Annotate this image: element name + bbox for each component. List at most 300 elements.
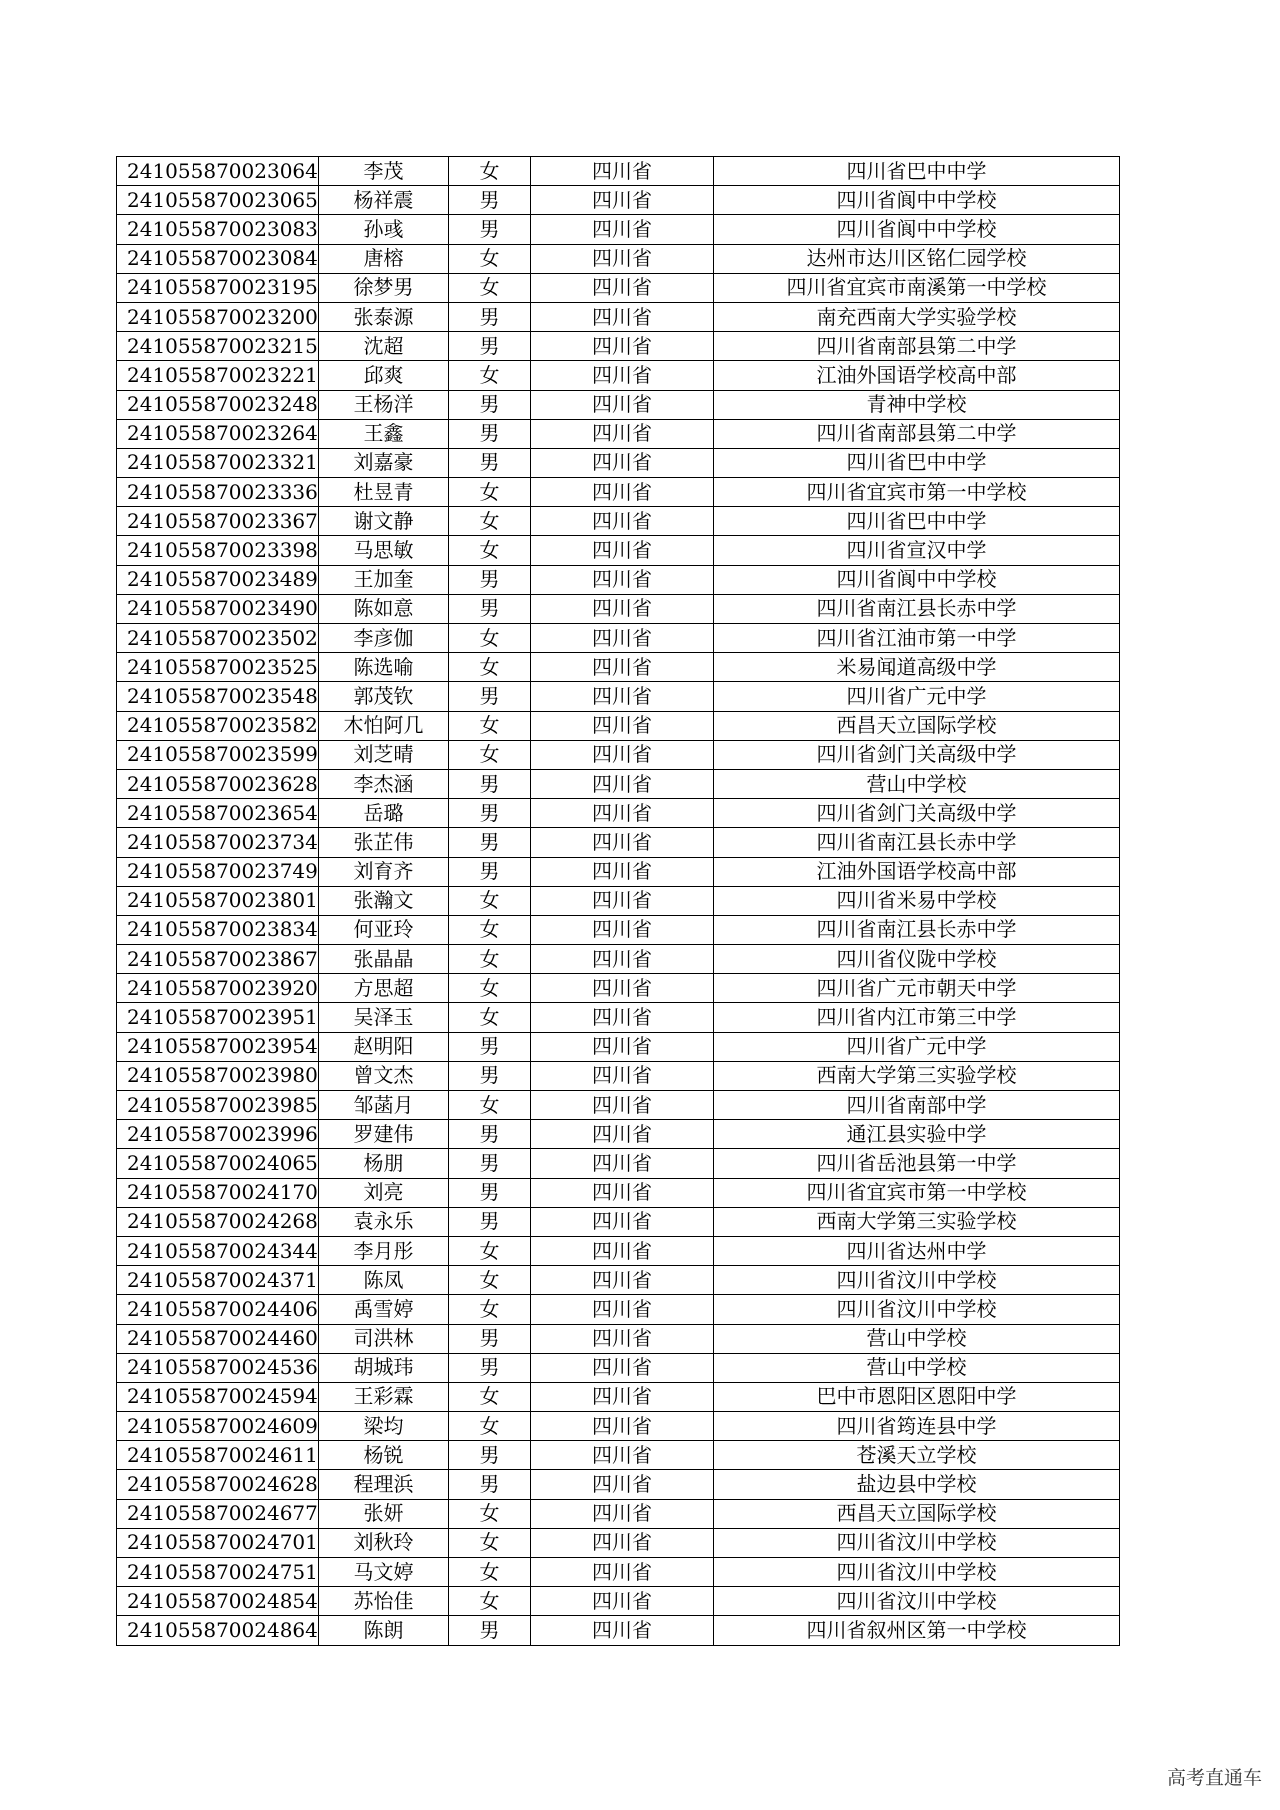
table-row xyxy=(117,799,1120,828)
exam-id-cell: 241055870023248 xyxy=(117,390,319,419)
province-cell: 四川省 xyxy=(531,974,714,1003)
exam-id-cell: 241055870023084 xyxy=(117,244,319,273)
exam-id-cell: 241055870023336 xyxy=(117,478,319,507)
table-row xyxy=(117,624,1120,653)
gender-cell: 女 xyxy=(449,507,531,536)
table-row xyxy=(117,857,1120,886)
table-row xyxy=(117,915,1120,944)
name-cell: 刘育齐 xyxy=(319,857,449,886)
name-cell: 陈如意 xyxy=(319,594,449,623)
province-cell: 四川省 xyxy=(531,1236,714,1265)
province-cell: 四川省 xyxy=(531,711,714,740)
gender-cell: 男 xyxy=(449,1120,531,1149)
gender-cell: 女 xyxy=(449,1382,531,1411)
province-cell: 四川省 xyxy=(531,1295,714,1324)
school-cell: 四川省南部县第二中学 xyxy=(714,419,1120,448)
gender-cell: 女 xyxy=(449,1295,531,1324)
table-row xyxy=(117,536,1120,565)
table-row xyxy=(117,828,1120,857)
gender-cell: 男 xyxy=(449,1149,531,1178)
province-cell: 四川省 xyxy=(531,915,714,944)
school-cell: 江油外国语学校高中部 xyxy=(714,857,1120,886)
gender-cell: 男 xyxy=(449,1032,531,1061)
gender-cell: 男 xyxy=(449,390,531,419)
province-cell: 四川省 xyxy=(531,1178,714,1207)
province-cell: 四川省 xyxy=(531,507,714,536)
gender-cell: 男 xyxy=(449,215,531,244)
school-cell: 营山中学校 xyxy=(714,1353,1120,1382)
school-cell: 四川省宜宾市第一中学校 xyxy=(714,478,1120,507)
roster-table xyxy=(116,156,1120,1646)
table-row xyxy=(117,769,1120,798)
name-cell: 刘亮 xyxy=(319,1178,449,1207)
school-cell: 苍溪天立学校 xyxy=(714,1441,1120,1470)
table-row xyxy=(117,740,1120,769)
gender-cell: 男 xyxy=(449,828,531,857)
school-cell: 四川省南部县第二中学 xyxy=(714,332,1120,361)
school-cell: 四川省汶川中学校 xyxy=(714,1528,1120,1557)
gender-cell: 男 xyxy=(449,1470,531,1499)
table-row xyxy=(117,478,1120,507)
exam-id-cell: 241055870024864 xyxy=(117,1616,319,1645)
name-cell: 杨朋 xyxy=(319,1149,449,1178)
table-row xyxy=(117,711,1120,740)
exam-id-cell: 241055870023083 xyxy=(117,215,319,244)
name-cell: 陈凤 xyxy=(319,1266,449,1295)
exam-id-cell: 241055870023064 xyxy=(117,157,319,186)
school-cell: 四川省广元中学 xyxy=(714,682,1120,711)
table-row xyxy=(117,1091,1120,1120)
gender-cell: 女 xyxy=(449,711,531,740)
exam-id-cell: 241055870024594 xyxy=(117,1382,319,1411)
name-cell: 谢文静 xyxy=(319,507,449,536)
school-cell: 四川省叙州区第一中学校 xyxy=(714,1616,1120,1645)
province-cell: 四川省 xyxy=(531,1528,714,1557)
exam-id-cell: 241055870024344 xyxy=(117,1236,319,1265)
gender-cell: 女 xyxy=(449,624,531,653)
name-cell: 陈选喻 xyxy=(319,653,449,682)
name-cell: 曾文杰 xyxy=(319,1061,449,1090)
exam-id-cell: 241055870024701 xyxy=(117,1528,319,1557)
name-cell: 王杨洋 xyxy=(319,390,449,419)
name-cell: 王加奎 xyxy=(319,565,449,594)
name-cell: 孙彧 xyxy=(319,215,449,244)
name-cell: 唐榕 xyxy=(319,244,449,273)
gender-cell: 男 xyxy=(449,332,531,361)
school-cell: 西昌天立国际学校 xyxy=(714,1499,1120,1528)
province-cell: 四川省 xyxy=(531,244,714,273)
table-row xyxy=(117,974,1120,1003)
school-cell: 四川省阆中中学校 xyxy=(714,565,1120,594)
gender-cell: 女 xyxy=(449,945,531,974)
gender-cell: 男 xyxy=(449,799,531,828)
province-cell: 四川省 xyxy=(531,390,714,419)
province-cell: 四川省 xyxy=(531,478,714,507)
table-row xyxy=(117,1178,1120,1207)
table-row xyxy=(117,1382,1120,1411)
province-cell: 四川省 xyxy=(531,1120,714,1149)
school-cell: 四川省宜宾市第一中学校 xyxy=(714,1178,1120,1207)
school-cell: 营山中学校 xyxy=(714,769,1120,798)
gender-cell: 女 xyxy=(449,1266,531,1295)
school-cell: 江油外国语学校高中部 xyxy=(714,361,1120,390)
exam-id-cell: 241055870023489 xyxy=(117,565,319,594)
gender-cell: 女 xyxy=(449,740,531,769)
gender-cell: 女 xyxy=(449,244,531,273)
name-cell: 李茂 xyxy=(319,157,449,186)
gender-cell: 男 xyxy=(449,1441,531,1470)
province-cell: 四川省 xyxy=(531,594,714,623)
province-cell: 四川省 xyxy=(531,799,714,828)
province-cell: 四川省 xyxy=(531,302,714,331)
table-row xyxy=(117,273,1120,302)
table-row xyxy=(117,507,1120,536)
school-cell: 四川省南江县长赤中学 xyxy=(714,594,1120,623)
name-cell: 郭茂钦 xyxy=(319,682,449,711)
table-row xyxy=(117,302,1120,331)
exam-id-cell: 241055870023398 xyxy=(117,536,319,565)
name-cell: 陈朗 xyxy=(319,1616,449,1645)
exam-id-cell: 241055870023221 xyxy=(117,361,319,390)
school-cell: 四川省米易中学校 xyxy=(714,886,1120,915)
school-cell: 西南大学第三实验学校 xyxy=(714,1207,1120,1236)
school-cell: 四川省阆中中学校 xyxy=(714,215,1120,244)
school-cell: 四川省汶川中学校 xyxy=(714,1558,1120,1587)
name-cell: 杨祥震 xyxy=(319,186,449,215)
table-row xyxy=(117,682,1120,711)
table-row xyxy=(117,1499,1120,1528)
gender-cell: 女 xyxy=(449,361,531,390)
gender-cell: 女 xyxy=(449,1528,531,1557)
table-row xyxy=(117,1149,1120,1178)
table-row xyxy=(117,1558,1120,1587)
gender-cell: 男 xyxy=(449,419,531,448)
table-row xyxy=(117,332,1120,361)
table-row xyxy=(117,1236,1120,1265)
school-cell: 南充西南大学实验学校 xyxy=(714,302,1120,331)
gender-cell: 女 xyxy=(449,1587,531,1616)
table-row xyxy=(117,157,1120,186)
exam-id-cell: 241055870023215 xyxy=(117,332,319,361)
exam-id-cell: 241055870024611 xyxy=(117,1441,319,1470)
roster-body xyxy=(117,157,1120,1646)
table-row xyxy=(117,1120,1120,1149)
name-cell: 苏怡佳 xyxy=(319,1587,449,1616)
province-cell: 四川省 xyxy=(531,857,714,886)
gender-cell: 男 xyxy=(449,1324,531,1353)
province-cell: 四川省 xyxy=(531,448,714,477)
table-row xyxy=(117,1528,1120,1557)
province-cell: 四川省 xyxy=(531,332,714,361)
exam-id-cell: 241055870024536 xyxy=(117,1353,319,1382)
name-cell: 禹雪婷 xyxy=(319,1295,449,1324)
gender-cell: 女 xyxy=(449,1003,531,1032)
table-row xyxy=(117,1295,1120,1324)
exam-id-cell: 241055870024170 xyxy=(117,1178,319,1207)
name-cell: 岳璐 xyxy=(319,799,449,828)
exam-id-cell: 241055870024065 xyxy=(117,1149,319,1178)
table-row xyxy=(117,1266,1120,1295)
gender-cell: 女 xyxy=(449,1558,531,1587)
name-cell: 沈超 xyxy=(319,332,449,361)
name-cell: 程理浜 xyxy=(319,1470,449,1499)
exam-id-cell: 241055870024751 xyxy=(117,1558,319,1587)
province-cell: 四川省 xyxy=(531,1382,714,1411)
exam-id-cell: 241055870023264 xyxy=(117,419,319,448)
name-cell: 刘芝晴 xyxy=(319,740,449,769)
province-cell: 四川省 xyxy=(531,1558,714,1587)
table-row xyxy=(117,419,1120,448)
school-cell: 四川省南江县长赤中学 xyxy=(714,828,1120,857)
province-cell: 四川省 xyxy=(531,1324,714,1353)
school-cell: 四川省南江县长赤中学 xyxy=(714,915,1120,944)
gender-cell: 男 xyxy=(449,594,531,623)
exam-id-cell: 241055870023548 xyxy=(117,682,319,711)
school-cell: 四川省达州中学 xyxy=(714,1236,1120,1265)
name-cell: 张泰源 xyxy=(319,302,449,331)
table-row xyxy=(117,1587,1120,1616)
exam-id-cell: 241055870023996 xyxy=(117,1120,319,1149)
province-cell: 四川省 xyxy=(531,361,714,390)
table-row xyxy=(117,1032,1120,1061)
exam-id-cell: 241055870024371 xyxy=(117,1266,319,1295)
gender-cell: 女 xyxy=(449,157,531,186)
exam-id-cell: 241055870023628 xyxy=(117,769,319,798)
name-cell: 张妍 xyxy=(319,1499,449,1528)
province-cell: 四川省 xyxy=(531,769,714,798)
province-cell: 四川省 xyxy=(531,624,714,653)
gender-cell: 女 xyxy=(449,1236,531,1265)
exam-id-cell: 241055870023920 xyxy=(117,974,319,1003)
exam-id-cell: 241055870023985 xyxy=(117,1091,319,1120)
table-row xyxy=(117,1441,1120,1470)
exam-id-cell: 241055870023734 xyxy=(117,828,319,857)
name-cell: 方思超 xyxy=(319,974,449,1003)
province-cell: 四川省 xyxy=(531,1266,714,1295)
gender-cell: 女 xyxy=(449,273,531,302)
school-cell: 四川省汶川中学校 xyxy=(714,1587,1120,1616)
exam-id-cell: 241055870024609 xyxy=(117,1412,319,1441)
table-row xyxy=(117,1353,1120,1382)
province-cell: 四川省 xyxy=(531,1587,714,1616)
exam-id-cell: 241055870023200 xyxy=(117,302,319,331)
exam-id-cell: 241055870023065 xyxy=(117,186,319,215)
province-cell: 四川省 xyxy=(531,1441,714,1470)
gender-cell: 女 xyxy=(449,478,531,507)
table-row xyxy=(117,1207,1120,1236)
gender-cell: 男 xyxy=(449,565,531,594)
province-cell: 四川省 xyxy=(531,828,714,857)
school-cell: 四川省剑门关高级中学 xyxy=(714,740,1120,769)
name-cell: 张晶晶 xyxy=(319,945,449,974)
table-row xyxy=(117,1003,1120,1032)
gender-cell: 女 xyxy=(449,653,531,682)
exam-id-cell: 241055870024406 xyxy=(117,1295,319,1324)
gender-cell: 男 xyxy=(449,769,531,798)
school-cell: 四川省巴中中学 xyxy=(714,157,1120,186)
table-row xyxy=(117,886,1120,915)
province-cell: 四川省 xyxy=(531,886,714,915)
name-cell: 罗建伟 xyxy=(319,1120,449,1149)
gender-cell: 男 xyxy=(449,1353,531,1382)
exam-id-cell: 241055870024677 xyxy=(117,1499,319,1528)
province-cell: 四川省 xyxy=(531,215,714,244)
school-cell: 米易闻道高级中学 xyxy=(714,653,1120,682)
name-cell: 李月彤 xyxy=(319,1236,449,1265)
school-cell: 四川省汶川中学校 xyxy=(714,1295,1120,1324)
school-cell: 通江县实验中学 xyxy=(714,1120,1120,1149)
exam-id-cell: 241055870024854 xyxy=(117,1587,319,1616)
name-cell: 张芷伟 xyxy=(319,828,449,857)
province-cell: 四川省 xyxy=(531,565,714,594)
school-cell: 四川省内江市第三中学 xyxy=(714,1003,1120,1032)
gender-cell: 男 xyxy=(449,1616,531,1645)
province-cell: 四川省 xyxy=(531,1499,714,1528)
gender-cell: 女 xyxy=(449,1091,531,1120)
name-cell: 梁均 xyxy=(319,1412,449,1441)
exam-id-cell: 241055870024460 xyxy=(117,1324,319,1353)
exam-id-cell: 241055870023951 xyxy=(117,1003,319,1032)
gender-cell: 男 xyxy=(449,1178,531,1207)
school-cell: 西昌天立国际学校 xyxy=(714,711,1120,740)
gender-cell: 女 xyxy=(449,1412,531,1441)
name-cell: 木怕阿几 xyxy=(319,711,449,740)
exam-id-cell: 241055870024268 xyxy=(117,1207,319,1236)
name-cell: 邹菡月 xyxy=(319,1091,449,1120)
name-cell: 刘嘉豪 xyxy=(319,448,449,477)
school-cell: 四川省岳池县第一中学 xyxy=(714,1149,1120,1178)
province-cell: 四川省 xyxy=(531,1207,714,1236)
exam-id-cell: 241055870023654 xyxy=(117,799,319,828)
school-cell: 四川省宣汉中学 xyxy=(714,536,1120,565)
table-row xyxy=(117,244,1120,273)
province-cell: 四川省 xyxy=(531,419,714,448)
table-row xyxy=(117,565,1120,594)
school-cell: 四川省江油市第一中学 xyxy=(714,624,1120,653)
school-cell: 四川省广元中学 xyxy=(714,1032,1120,1061)
name-cell: 吴泽玉 xyxy=(319,1003,449,1032)
watermark: 高考直通车 xyxy=(1166,1767,1262,1789)
exam-id-cell: 241055870023502 xyxy=(117,624,319,653)
school-cell: 四川省筠连县中学 xyxy=(714,1412,1120,1441)
gender-cell: 男 xyxy=(449,1207,531,1236)
name-cell: 李彦伽 xyxy=(319,624,449,653)
exam-id-cell: 241055870023490 xyxy=(117,594,319,623)
table-row xyxy=(117,186,1120,215)
exam-id-cell: 241055870024628 xyxy=(117,1470,319,1499)
province-cell: 四川省 xyxy=(531,682,714,711)
exam-id-cell: 241055870023582 xyxy=(117,711,319,740)
school-cell: 达州市达川区铭仁园学校 xyxy=(714,244,1120,273)
exam-id-cell: 241055870023367 xyxy=(117,507,319,536)
province-cell: 四川省 xyxy=(531,536,714,565)
province-cell: 四川省 xyxy=(531,1412,714,1441)
school-cell: 四川省广元市朝天中学 xyxy=(714,974,1120,1003)
school-cell: 四川省南部中学 xyxy=(714,1091,1120,1120)
province-cell: 四川省 xyxy=(531,157,714,186)
name-cell: 王彩霖 xyxy=(319,1382,449,1411)
school-cell: 巴中市恩阳区恩阳中学 xyxy=(714,1382,1120,1411)
province-cell: 四川省 xyxy=(531,1353,714,1382)
school-cell: 营山中学校 xyxy=(714,1324,1120,1353)
school-cell: 四川省巴中中学 xyxy=(714,448,1120,477)
gender-cell: 女 xyxy=(449,915,531,944)
gender-cell: 女 xyxy=(449,974,531,1003)
gender-cell: 男 xyxy=(449,682,531,711)
exam-id-cell: 241055870023801 xyxy=(117,886,319,915)
gender-cell: 男 xyxy=(449,857,531,886)
school-cell: 盐边县中学校 xyxy=(714,1470,1120,1499)
province-cell: 四川省 xyxy=(531,740,714,769)
school-cell: 四川省巴中中学 xyxy=(714,507,1120,536)
gender-cell: 男 xyxy=(449,1061,531,1090)
gender-cell: 男 xyxy=(449,302,531,331)
name-cell: 胡城玮 xyxy=(319,1353,449,1382)
table-row xyxy=(117,594,1120,623)
name-cell: 司洪林 xyxy=(319,1324,449,1353)
name-cell: 马文婷 xyxy=(319,1558,449,1587)
gender-cell: 男 xyxy=(449,186,531,215)
exam-id-cell: 241055870023749 xyxy=(117,857,319,886)
name-cell: 张瀚文 xyxy=(319,886,449,915)
exam-id-cell: 241055870023867 xyxy=(117,945,319,974)
name-cell: 赵明阳 xyxy=(319,1032,449,1061)
table-row xyxy=(117,1061,1120,1090)
province-cell: 四川省 xyxy=(531,945,714,974)
exam-id-cell: 241055870023321 xyxy=(117,448,319,477)
table-row xyxy=(117,1412,1120,1441)
province-cell: 四川省 xyxy=(531,1149,714,1178)
school-cell: 四川省仪陇中学校 xyxy=(714,945,1120,974)
name-cell: 杜昱青 xyxy=(319,478,449,507)
gender-cell: 女 xyxy=(449,886,531,915)
name-cell: 杨锐 xyxy=(319,1441,449,1470)
exam-id-cell: 241055870023954 xyxy=(117,1032,319,1061)
province-cell: 四川省 xyxy=(531,273,714,302)
school-cell: 四川省剑门关高级中学 xyxy=(714,799,1120,828)
province-cell: 四川省 xyxy=(531,1032,714,1061)
province-cell: 四川省 xyxy=(531,1003,714,1032)
table-row xyxy=(117,653,1120,682)
name-cell: 刘秋玲 xyxy=(319,1528,449,1557)
name-cell: 何亚玲 xyxy=(319,915,449,944)
exam-id-cell: 241055870023525 xyxy=(117,653,319,682)
table-row xyxy=(117,361,1120,390)
province-cell: 四川省 xyxy=(531,653,714,682)
name-cell: 袁永乐 xyxy=(319,1207,449,1236)
school-cell: 西南大学第三实验学校 xyxy=(714,1061,1120,1090)
name-cell: 李杰涵 xyxy=(319,769,449,798)
province-cell: 四川省 xyxy=(531,1091,714,1120)
name-cell: 马思敏 xyxy=(319,536,449,565)
school-cell: 四川省汶川中学校 xyxy=(714,1266,1120,1295)
name-cell: 邱爽 xyxy=(319,361,449,390)
school-cell: 青神中学校 xyxy=(714,390,1120,419)
gender-cell: 女 xyxy=(449,1499,531,1528)
gender-cell: 男 xyxy=(449,448,531,477)
table-row xyxy=(117,448,1120,477)
exam-id-cell: 241055870023599 xyxy=(117,740,319,769)
table-row xyxy=(117,1470,1120,1499)
school-cell: 四川省阆中中学校 xyxy=(714,186,1120,215)
gender-cell: 女 xyxy=(449,536,531,565)
table-row xyxy=(117,1324,1120,1353)
exam-id-cell: 241055870023195 xyxy=(117,273,319,302)
province-cell: 四川省 xyxy=(531,1616,714,1645)
exam-id-cell: 241055870023834 xyxy=(117,915,319,944)
name-cell: 徐梦男 xyxy=(319,273,449,302)
table-row xyxy=(117,215,1120,244)
